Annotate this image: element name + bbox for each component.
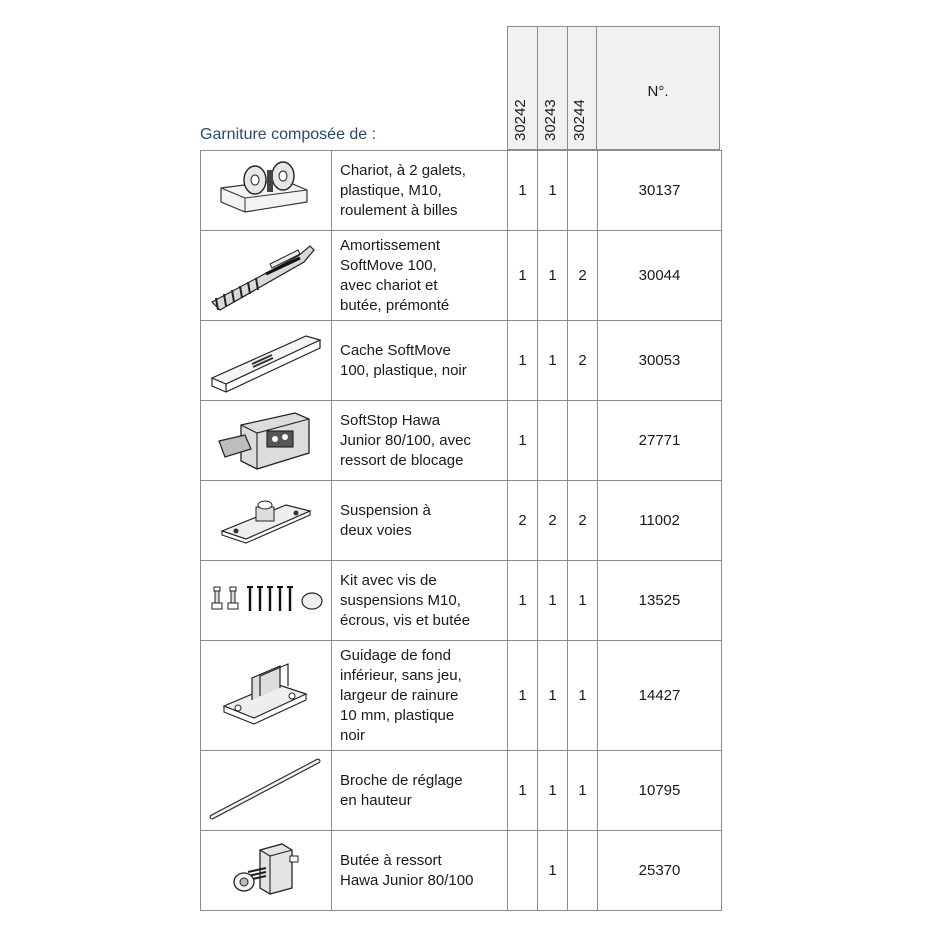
part-image-cell — [201, 481, 332, 561]
table-title: Garniture composée de : — [200, 126, 377, 143]
quantity-30244 — [568, 401, 598, 481]
part-number: 30044 — [598, 231, 722, 321]
column-code: 30244 — [571, 99, 588, 141]
quantity-30243: 1 — [538, 231, 568, 321]
part-image-cell — [201, 831, 332, 911]
column-header-30243 — [537, 26, 568, 150]
quantity-30243: 2 — [538, 481, 568, 561]
part-number: 10795 — [598, 751, 722, 831]
quantity-30242: 1 — [508, 561, 538, 641]
quantity-30242: 1 — [508, 151, 538, 231]
quantity-30243: 1 — [538, 321, 568, 401]
part-description: Suspension à deux voies — [332, 481, 508, 561]
quantity-30244: 1 — [568, 561, 598, 641]
column-header-number — [596, 26, 720, 150]
table-row — [201, 231, 722, 321]
quantity-30242: 1 — [508, 321, 538, 401]
part-image-cell — [201, 401, 332, 481]
screw-kit-icon — [206, 581, 326, 621]
part-description: Guidage de fond inférieur, sans jeu, largeur de rainure 10 mm, plastique noir — [332, 641, 508, 751]
part-description: Amortissement SoftMove 100, avec chariot et butée, prémonté — [332, 231, 508, 321]
part-number: 11002 — [598, 481, 722, 561]
part-image-cell — [201, 321, 332, 401]
quantity-30244 — [568, 831, 598, 911]
part-description: Butée à ressort Hawa Junior 80/100 — [332, 831, 508, 911]
table-row — [201, 641, 722, 751]
part-description: Kit avec vis de suspensions M10, écrous, vis et butée — [332, 561, 508, 641]
part-number: 13525 — [598, 561, 722, 641]
part-number: 27771 — [598, 401, 722, 481]
quantity-30243: 1 — [538, 641, 568, 751]
column-code: 30242 — [511, 99, 529, 141]
column-header-30242 — [507, 26, 538, 150]
quantity-30244: 1 — [568, 751, 598, 831]
part-image-cell — [201, 641, 332, 751]
quantity-30243: 1 — [538, 831, 568, 911]
carriage-icon — [211, 156, 321, 226]
floor-guide-icon — [216, 656, 316, 736]
part-image-cell — [201, 561, 332, 641]
quantity-30242: 2 — [508, 481, 538, 561]
quantity-30243: 1 — [538, 151, 568, 231]
table-row — [201, 401, 722, 481]
table-row — [201, 151, 722, 231]
suspension-plate-icon — [216, 491, 316, 551]
part-description: Chariot, à 2 galets, plastique, M10, roulement à billes — [332, 151, 508, 231]
part-number: 30137 — [598, 151, 722, 231]
table-row — [201, 481, 722, 561]
spring-stop-icon — [226, 836, 306, 906]
part-image-cell — [201, 231, 332, 321]
quantity-30244: 2 — [568, 231, 598, 321]
quantity-30244: 2 — [568, 481, 598, 561]
part-number: 30053 — [598, 321, 722, 401]
quantity-30242: 1 — [508, 641, 538, 751]
quantity-30244: 2 — [568, 321, 598, 401]
quantity-30242: 1 — [508, 751, 538, 831]
table-row — [201, 321, 722, 401]
column-code: 30243 — [541, 99, 559, 141]
table-row — [201, 751, 722, 831]
softstop-icon — [211, 405, 321, 477]
part-description: Broche de réglage en hauteur — [332, 751, 508, 831]
table-row — [201, 831, 722, 911]
table-row — [201, 561, 722, 641]
column-header-30244 — [567, 26, 597, 150]
softmove-damper-icon — [206, 236, 326, 316]
quantity-30243 — [538, 401, 568, 481]
quantity-30242 — [508, 831, 538, 911]
cover-strip-icon — [206, 326, 326, 396]
part-image-cell — [201, 751, 332, 831]
number-label: N°. — [647, 83, 669, 100]
quantity-30244 — [568, 151, 598, 231]
quantity-30243: 1 — [538, 561, 568, 641]
part-description: Cache SoftMove 100, plastique, noir — [332, 321, 508, 401]
quantity-30242: 1 — [508, 231, 538, 321]
quantity-30244: 1 — [568, 641, 598, 751]
part-number: 25370 — [598, 831, 722, 911]
parts-table — [200, 150, 722, 911]
quantity-30243: 1 — [538, 751, 568, 831]
adjustment-rod-icon — [206, 755, 326, 827]
quantity-30242: 1 — [508, 401, 538, 481]
part-number: 14427 — [598, 641, 722, 751]
part-description: SoftStop Hawa Junior 80/100, avec ressort de blocage — [332, 401, 508, 481]
part-image-cell — [201, 151, 332, 231]
